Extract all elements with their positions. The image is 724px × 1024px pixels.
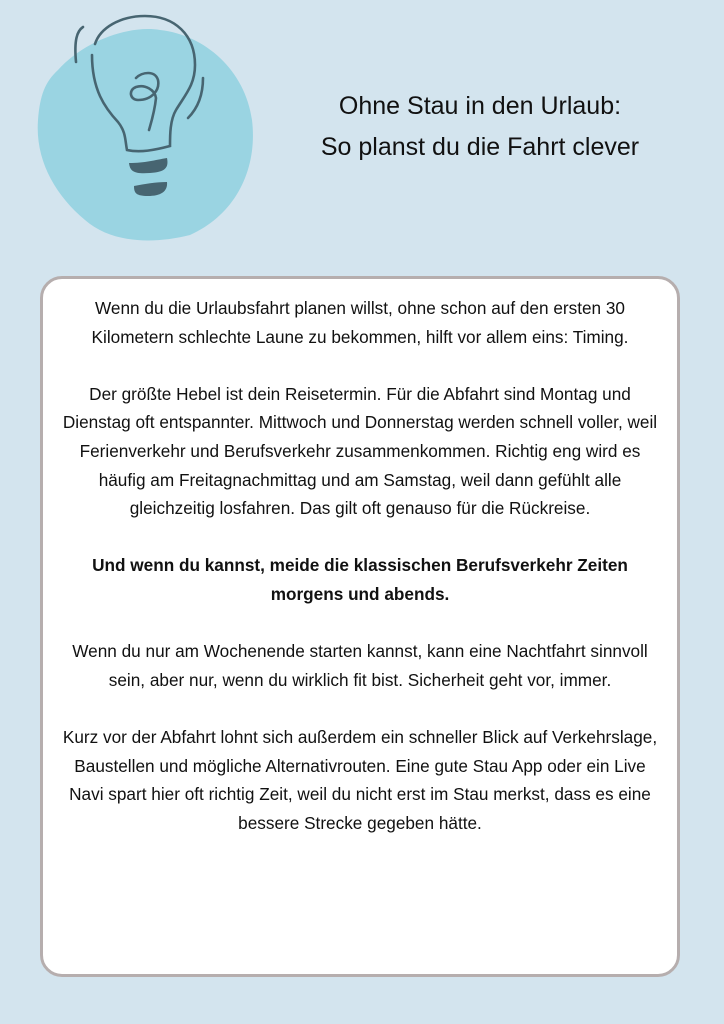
paragraph-intro: Wenn du die Urlaubsfahrt planen willst, ohne schon auf den ersten 30 Kilometern schlechte Laune zu bekommen, hilft vor allem eins: Timing. bbox=[91, 298, 629, 347]
title-line-1: Ohne Stau in den Urlaub: bbox=[338, 92, 622, 120]
paragraph-travel-dates: Der größte Hebel ist dein Reisetermin. Für die Abfahrt sind Montag und Dienstag oft entspannter. Mittwoch und Donnerstag werden schnell voller, weil Ferienverkehr und Berufsverkehr zusammenkommen. Richtig eng wird es häufig am Freitagnachmittag und am Samstag, weil dann gefühlt alle gleichzeitig losfahren. Das gilt oft genauso für die Rückreise. bbox=[62, 383, 658, 519]
title-line-2: So planst du die Fahrt clever bbox=[320, 133, 640, 161]
paragraph-traffic-check: Kurz vor der Abfahrt lohnt sich außerdem ein schneller Blick auf Verkehrslage, Baustellen und mögliche Alternativrouten. Eine gute Stau App oder ein Live Navi spart hier oft richtig Zeit, weil du nicht erst im Stau merkst, dass es eine bessere Strecke gegeben hätte. bbox=[62, 726, 658, 833]
content-card bbox=[40, 276, 680, 977]
blob-shape bbox=[38, 29, 253, 240]
lightbulb-icon bbox=[30, 10, 270, 250]
paragraph-rush-hour-tip: Und wenn du kannst, meide die klassischen Berufsverkehr Zeiten morgens und abends. bbox=[92, 555, 628, 604]
page-title bbox=[268, 86, 692, 168]
paragraph-night-drive: Wenn du nur am Wochenende starten kannst, kann eine Nachtfahrt sinnvoll sein, aber nur, wenn du wirklich fit bist. Sicherheit geht vor, immer. bbox=[72, 641, 648, 690]
